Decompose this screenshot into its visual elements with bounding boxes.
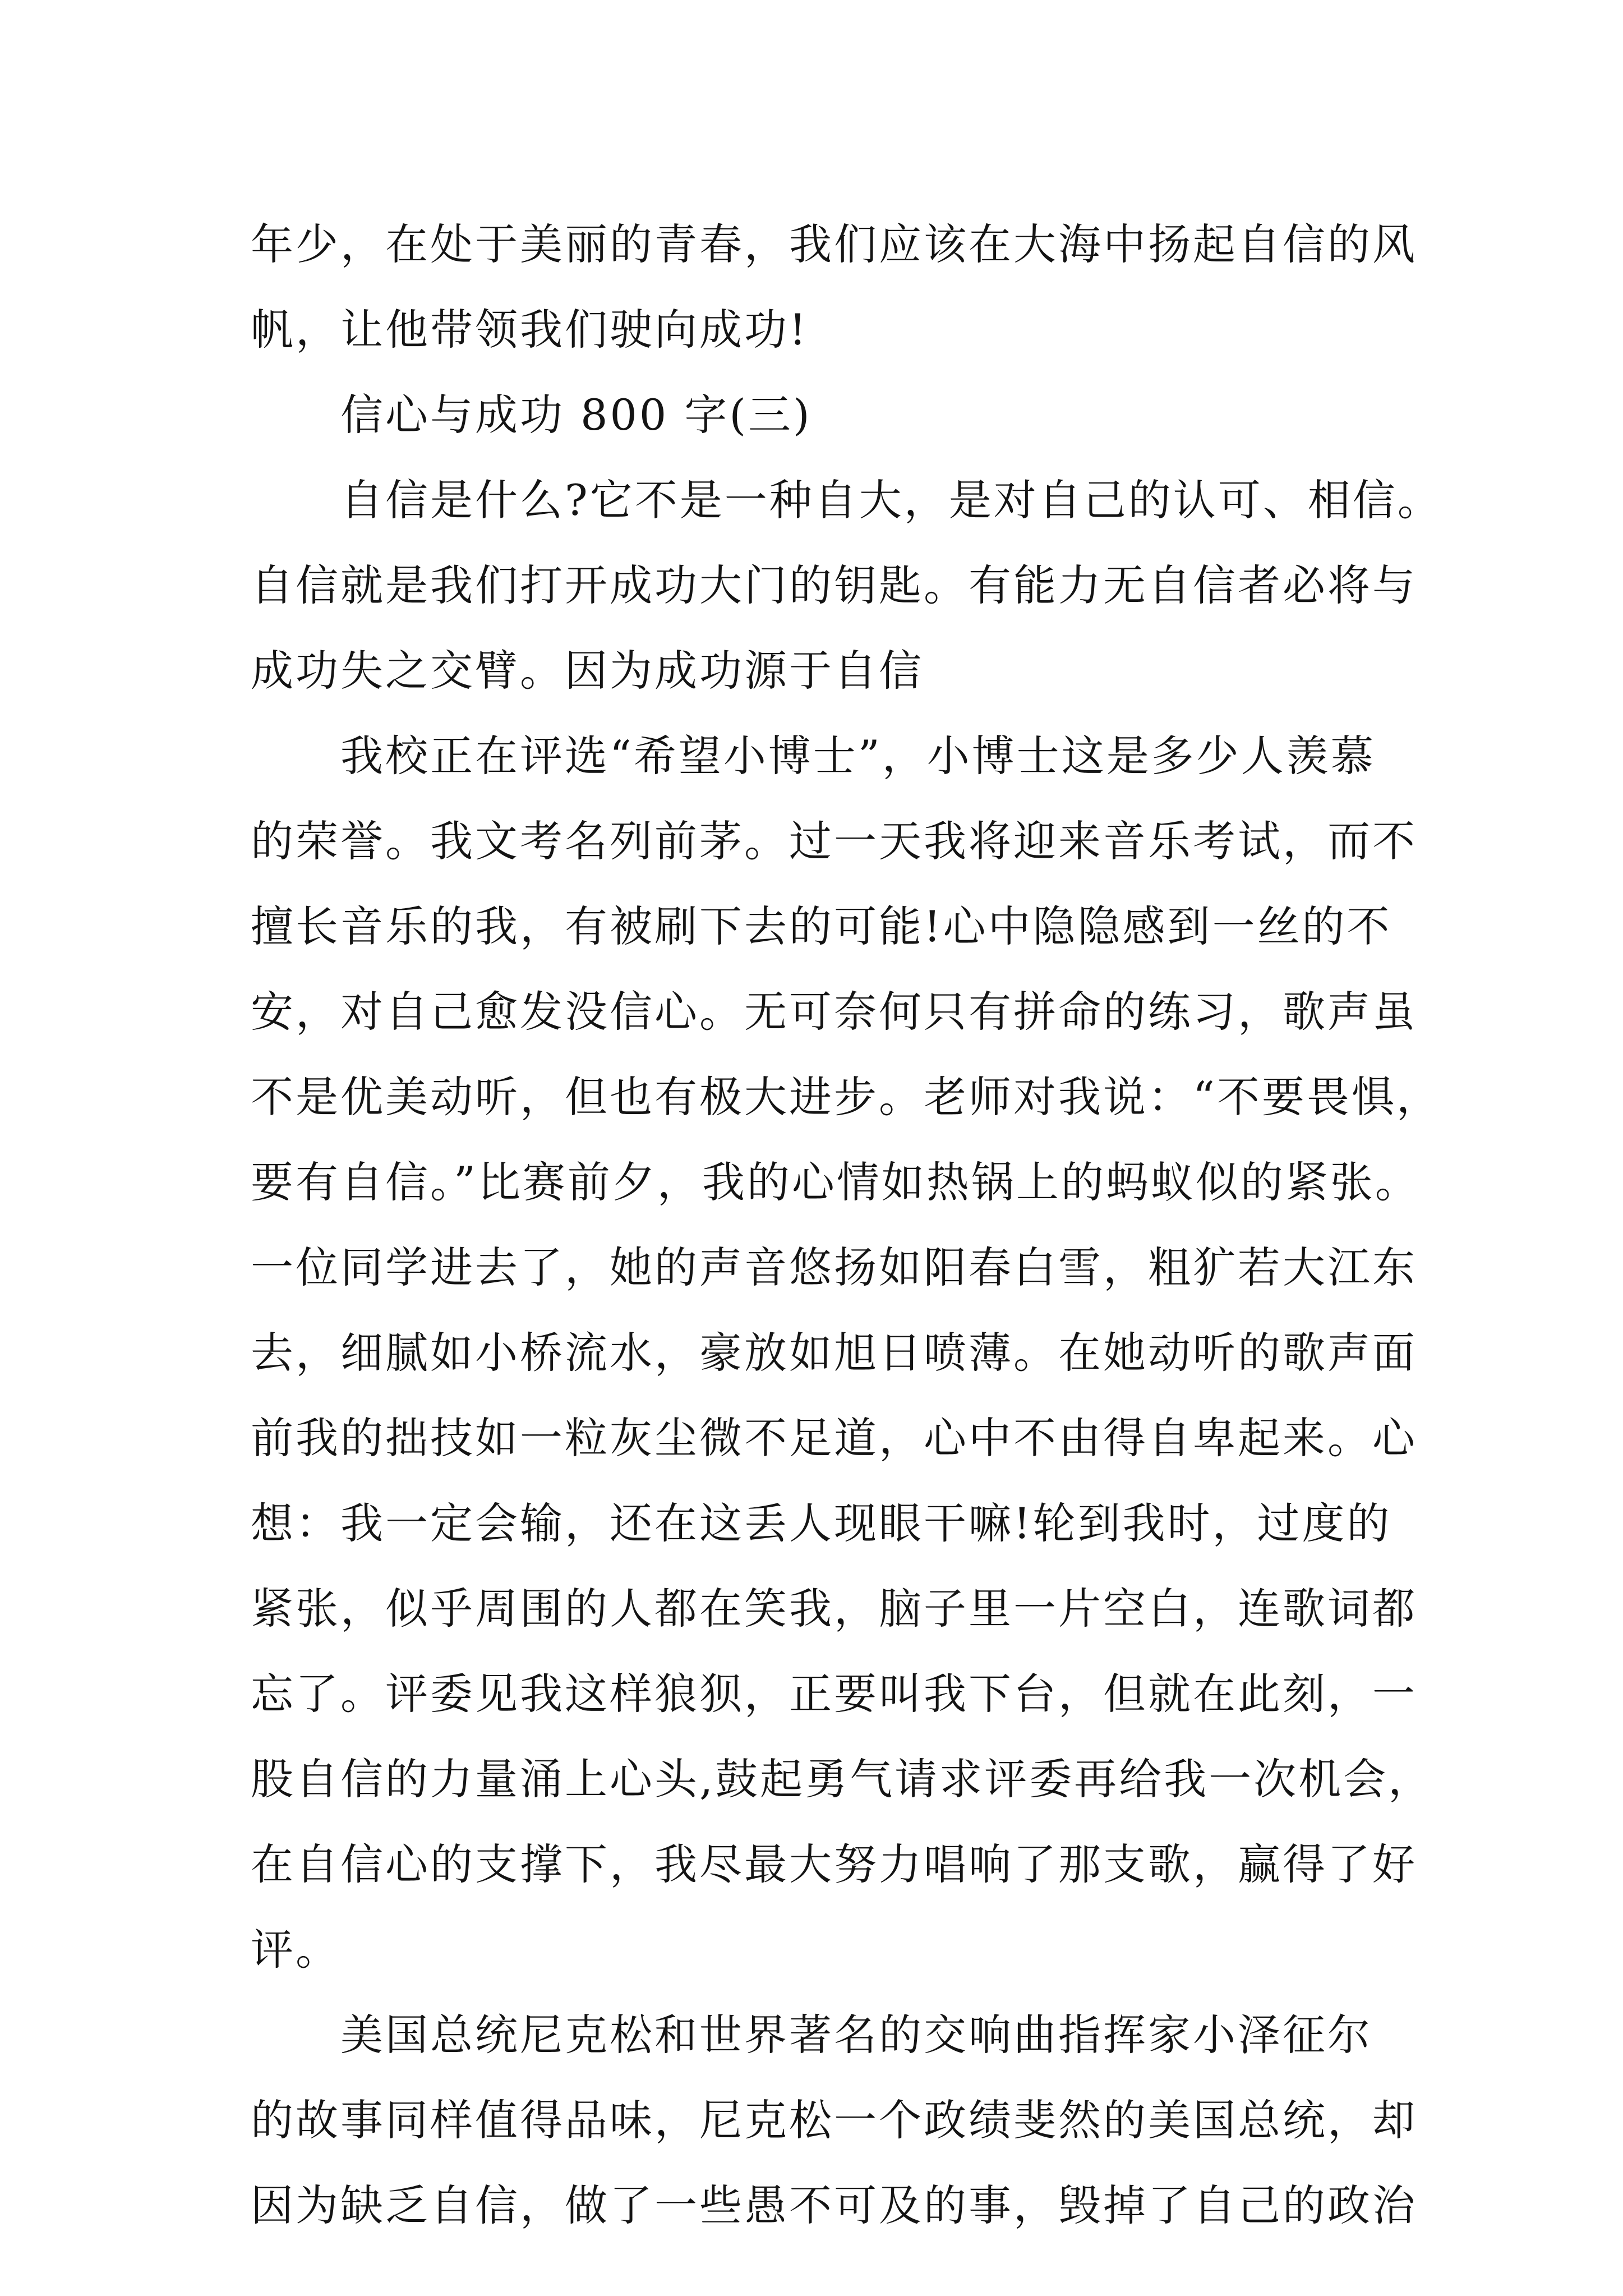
section-heading: 信心与成功 800 字(三)	[340, 390, 812, 440]
paragraph-start-line: 我校正在评选“希望小博士”，小博士这是多少人羡慕	[340, 731, 1376, 781]
paragraph-start-line: 自信是什么?它不是一种自大，是对自己的认可、相信。	[340, 475, 1442, 525]
text-line: 不是优美动听，但也有极大进步。老师对我说：“不要畏惧，	[251, 1072, 1441, 1122]
text-line: 前我的拙技如一粒灰尘微不足道，心中不由得自卑起来。心	[251, 1413, 1417, 1463]
text-line: 要有自信。”比赛前夕，我的心情如热锅上的蚂蚁似的紧张。	[251, 1157, 1420, 1207]
text-line: 帆，让他带领我们驶向成功!	[251, 305, 809, 355]
text-line: 在自信心的支撑下，我尽最大努力唱响了那支歌，赢得了好	[251, 1839, 1417, 1889]
text-line: 的荣誉。我文考名列前茅。过一天我将迎来音乐考试，而不	[251, 816, 1417, 866]
text-line: 评。	[251, 1925, 340, 1975]
text-line: 成功失之交臂。因为成功源于自信	[251, 646, 924, 696]
document-body	[251, 202, 1442, 2248]
text-line: 股自信的力量涌上心头,鼓起勇气请求评委再给我一次机会，	[251, 1754, 1433, 1804]
text-line: 想：我一定会输，还在这丢人现眼干嘛!轮到我时，过度的	[251, 1498, 1392, 1548]
paragraph-start-line: 美国总统尼克松和世界著名的交响曲指挥家小泽征尔	[340, 2010, 1372, 2060]
text-line: 年少，在处于美丽的青春，我们应该在大海中扬起自信的风	[251, 219, 1417, 269]
text-line: 一位同学进去了，她的声音悠扬如阳春白雪，粗犷若大江东	[251, 1243, 1417, 1292]
text-line: 忘了。评委见我这样狼狈，正要叫我下台，但就在此刻，一	[251, 1669, 1417, 1719]
text-line: 的故事同样值得品味，尼克松一个政绩斐然的美国总统，却	[251, 2095, 1417, 2145]
text-line: 紧张，似乎周围的人都在笑我，脑子里一片空白，连歌词都	[251, 1584, 1417, 1634]
text-line: 因为缺乏自信，做了一些愚不可及的事，毁掉了自己的政治	[251, 2180, 1417, 2230]
text-line: 自信就是我们打开成功大门的钥匙。有能力无自信者必将与	[251, 560, 1417, 610]
text-line: 去，细腻如小桥流水，豪放如旭日喷薄。在她动听的歌声面	[251, 1328, 1417, 1378]
text-line: 安，对自己愈发没信心。无可奈何只有拼命的练习，歌声虽	[251, 987, 1417, 1037]
text-line: 擅长音乐的我，有被刷下去的可能!心中隐隐感到一丝的不	[251, 901, 1392, 951]
